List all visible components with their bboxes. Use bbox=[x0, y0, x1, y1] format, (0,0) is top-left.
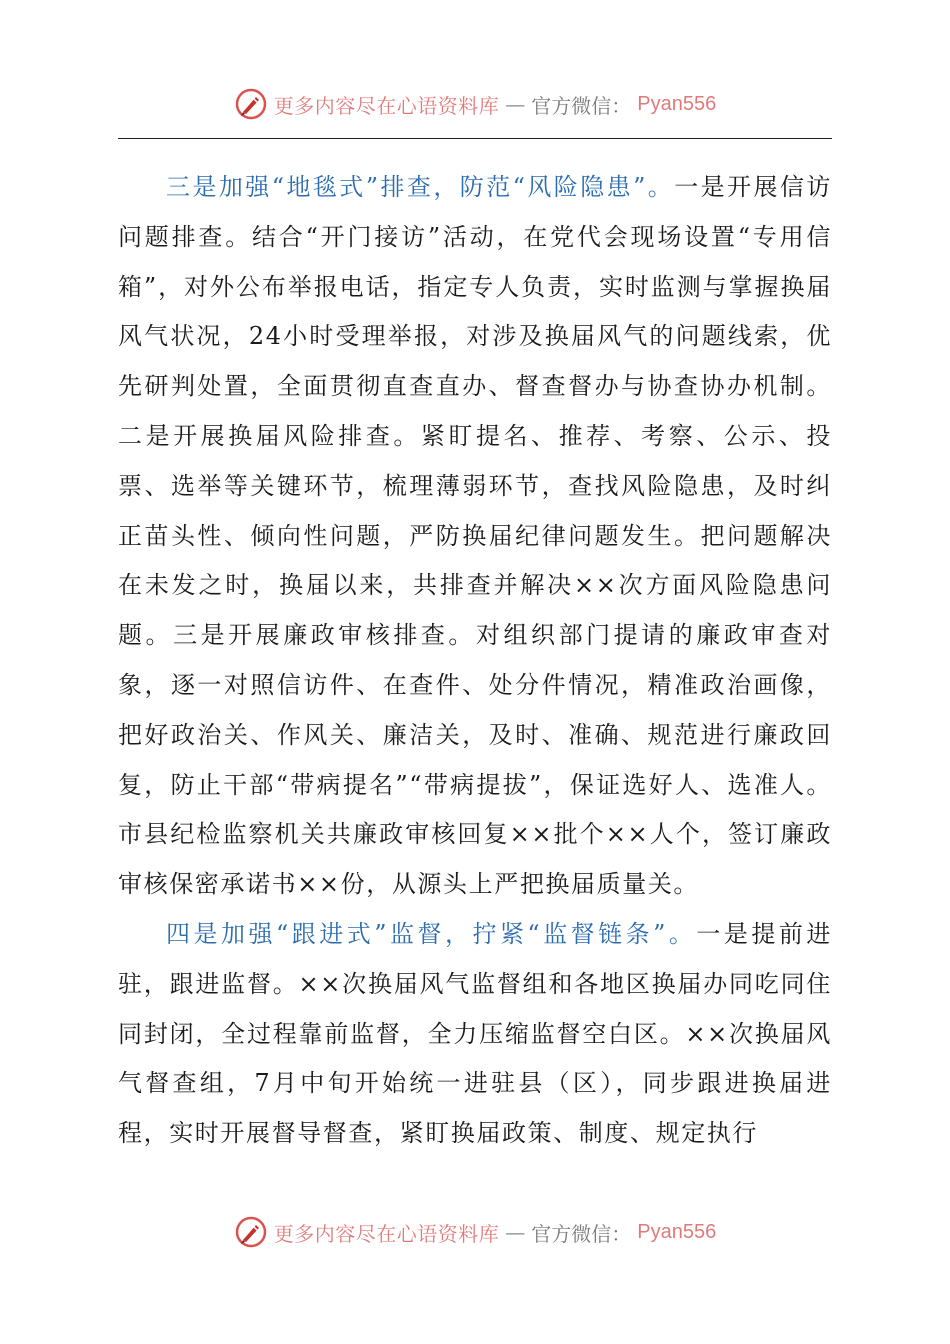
header-banner bbox=[0, 84, 950, 124]
header-rule bbox=[118, 138, 832, 139]
document-body bbox=[118, 163, 832, 1159]
banner-wechat-id: Pyan556 bbox=[637, 1220, 717, 1243]
paragraph-section-4 bbox=[118, 910, 832, 1159]
banner-official-label: 官方微信： bbox=[531, 1221, 632, 1246]
banner-site-text: 更多内容尽在心语资料库 bbox=[273, 1221, 500, 1246]
pen-nib-logo-icon bbox=[234, 1215, 268, 1249]
banner-site-text: 更多内容尽在心语资料库 bbox=[273, 93, 500, 118]
banner-separator: — bbox=[505, 1220, 526, 1244]
section-heading: 四是加强“跟进式”监督，拧紧“监督链条”。 bbox=[166, 919, 697, 948]
banner-wechat-id: Pyan556 bbox=[637, 92, 717, 115]
footer-banner bbox=[0, 1212, 950, 1252]
pen-nib-logo-icon bbox=[234, 87, 268, 121]
banner-separator: — bbox=[505, 92, 526, 116]
paragraph-section-3 bbox=[118, 163, 832, 910]
section-body: 一是提前进驻，跟进监督。××次换届风气监督组和各地区换届办同吃同住同封闭，全过程靠前监督，全力压缩监督空白区。××次换届风气督查组，7月中旬开始统一进驻县（区），同步跟进换届进程，实时开展督导督查，紧盯换届政策、制度、规定执行 bbox=[118, 919, 832, 1148]
section-heading: 三是加强“地毯式”排查，防范“风险隐患”。 bbox=[166, 173, 675, 201]
banner-official-label: 官方微信： bbox=[531, 93, 632, 118]
section-body: 一是开展信访问题排查。结合“开门接访”活动，在党代会现场设置“专用信箱”，对外公布举报电话，指定专人负责，实时监测与掌握换届风气状况，24小时受理举报，对涉及换届风气的问题线索，优先研判处置，全面贯彻直查直办、督查督办与协查协办机制。二是开展换届风险排查。紧盯提名、推荐、考察、公示、投票、选举等关键环节，梳理薄弱环节，查找风险隐患，及时纠正苗头性、倾向性问题，严防换届纪律问题发生。把问题解决在未发之时，换届以来，共排查并解决××次方面风险隐患问题。三是开展廉政审核排查。对组织部门提请的廉政审查对象，逐一对照信访件、在查件、处分件情况，精准政治画像，把好政治关、作风关、廉洁关，及时、准确、规范进行廉政回复，防止干部“带病提名”“带病提拔”，保证选好人、选准人。市县纪检监察机关共廉政审核回复××批个××人个，签订廉政审核保密承诺书××份，从源头上严把换届质量关。 bbox=[118, 173, 832, 899]
